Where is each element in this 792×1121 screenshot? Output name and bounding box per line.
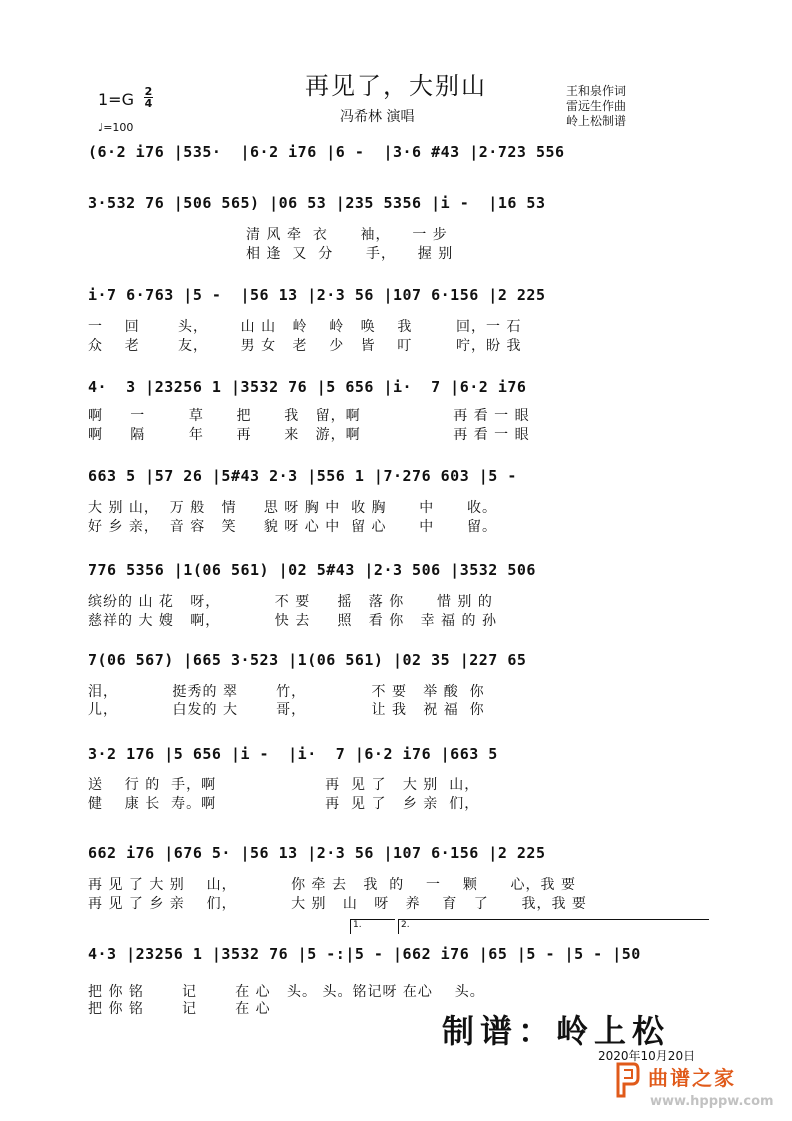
meter-top: 2 — [144, 85, 153, 98]
transcriber-signature: 制谱：岭上松 — [442, 1012, 671, 1050]
watermark-url: www.hpppw.com — [650, 1094, 774, 1109]
system-7-lyrics-verse-2: 儿， 白发的 大 哥， 让 我 祝 福 你 — [88, 702, 485, 718]
system-2-notes: 3·532 76 |506 565) |06 53 |235 5356 |i - |16 53 — [88, 194, 546, 212]
system-9-lyrics-verse-1: 再 见 了 大 别 山， 你 牵 去 我 的 一 颗 心，我 要 — [88, 877, 577, 893]
system-6-notes: 776 5356 |1(06 561) |02 5#43 |2·3 506 |3532 506 — [88, 561, 536, 579]
system-6-lyrics-verse-1: 缤纷的 山 花 呀， 不 要 摇 落 你 惜 别 的 — [88, 594, 493, 610]
composer-credit: 雷远生作曲 — [566, 99, 627, 113]
system-5-notes: 663 5 |57 26 |5#43 2·3 |556 1 |7·276 603 |5 - — [88, 467, 517, 485]
system-9-notes: 662 i76 |676 5· |56 13 |2·3 56 |107 6·156 |2 225 — [88, 844, 546, 862]
lyricist-credit: 王和泉作词 — [566, 84, 627, 98]
watermark-logo-icon — [612, 1060, 640, 1100]
meter-bottom: 4 — [144, 97, 153, 110]
system-10-lyrics-verse-1: 把 你 铭 记 在 心 头。 头。铭记呀 在心 头。 — [88, 984, 485, 1000]
system-3-lyrics-verse-2: 众 老 友， 男 女 老 少 皆 叮 咛，盼 我 — [88, 338, 522, 354]
transcriber-credit: 岭上松制谱 — [566, 114, 627, 128]
time-signature — [144, 86, 153, 109]
system-2-lyrics-verse-2: 相 逢 又 分 手， 握 别 — [88, 246, 454, 262]
volta-second-label: 2. — [401, 920, 410, 930]
system-5-lyrics-verse-1: 大 别 山， 万 般 情 思 呀 胸 中 收 胸 中 收。 — [88, 500, 497, 516]
system-3-notes: i·7 6·763 |5 - |56 13 |2·3 56 |107 6·156 |2 225 — [88, 286, 546, 304]
system-6-lyrics-verse-2: 慈祥的 大 嫂 啊， 快 去 照 看 你 幸 福 的 孙 — [88, 613, 497, 629]
system-10-lyrics-verse-2: 把 你 铭 记 在 心 — [88, 1001, 271, 1017]
transcription-date: 2020年10月20日 — [598, 1049, 696, 1063]
song-title: 再见了，大别山 — [305, 72, 487, 100]
system-3-lyrics-verse-1: 一 回 头， 山 山 岭 岭 唤 我 回，一 石 — [88, 319, 522, 335]
system-7-lyrics-verse-1: 泪， 挺秀的 翠 竹， 不 要 举 酸 你 — [88, 684, 485, 700]
key-signature: 1=G — [98, 90, 134, 109]
system-7-notes: 7(06 567) |665 3·523 |1(06 561) |02 35 |227 65 — [88, 651, 527, 669]
system-4-lyrics-verse-1: 啊 一 草 把 我 留，啊 再 看 一 眼 — [88, 408, 530, 424]
system-2-lyrics-verse-1: 清 风 牵 衣 袖， 一 步 — [88, 227, 448, 243]
tempo-marking: ♩=100 — [98, 121, 134, 134]
singer-credit: 冯希林 演唱 — [340, 109, 415, 125]
system-8-notes: 3·2 176 |5 656 |i - |i· 7 |6·2 i76 |663 5 — [88, 745, 498, 763]
system-1-notes: (6·2 i76 |535· |6·2 i76 |6 - |3·6 #43 |2·723 556 — [88, 143, 565, 161]
system-10-notes: 4·3 |23256 1 |3532 76 |5 -:|5 - |662 i76 |65 |5 - |5 - |50 — [88, 945, 641, 963]
system-4-lyrics-verse-2: 啊 隔 年 再 来 游，啊 再 看 一 眼 — [88, 427, 530, 443]
volta-second-ending — [398, 919, 709, 934]
system-5-lyrics-verse-2: 好 乡 亲， 音 容 笑 貌 呀 心 中 留 心 中 留。 — [88, 519, 497, 535]
system-9-lyrics-verse-2: 再 见 了 乡 亲 们， 大 别 山 呀 养 育 了 我，我 要 — [88, 896, 587, 912]
credits-block — [566, 84, 626, 129]
system-8-lyrics-verse-2: 健 康 长 寿。啊 再 见 了 乡 亲 们， — [88, 796, 480, 812]
system-8-lyrics-verse-1: 送 行 的 手，啊 再 见 了 大 别 山， — [88, 777, 480, 793]
watermark-site-name: 曲谱之家 — [648, 1066, 736, 1090]
volta-first-label: 1. — [353, 920, 362, 930]
system-4-notes: 4· 3 |23256 1 |3532 76 |5 656 |i· 7 |6·2 i76 — [88, 378, 527, 396]
